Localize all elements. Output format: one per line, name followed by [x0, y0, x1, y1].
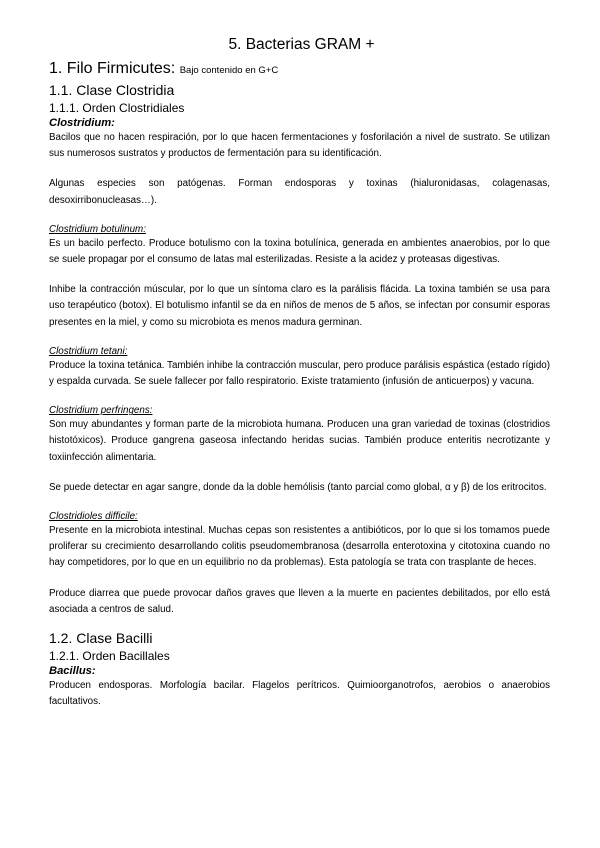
document-page [49, 36, 550, 710]
filo-note: Bajo contenido en G+C [179, 65, 279, 76]
paragraph: Produce la toxina tetánica. También inhibe la contracción muscular, pero produce parálisis espástica (estado rígido) y espalda curvada. Se suele fallecer por fallo respiratorio. Existe tratamiento (infusión de anticuerpos) y vacuna. [49, 359, 550, 388]
species-heading-botulinum: Clostridium botulinum: [49, 223, 146, 235]
paragraph: Bacilos que no hacen respiración, por lo que hacen fermentaciones y fosforilación a nivel de sustrato. Se utilizan sus numerosos sustratos y productos de fermentación para su identificación. [49, 132, 550, 160]
class-heading-bacilli: 1.2. Clase Bacilli [49, 630, 153, 647]
species-heading-difficile: Clostridioles difficile: [49, 511, 138, 523]
paragraph: Son muy abundantes y forman parte de la microbiota humana. Producen una gran variedad de toxinas (clostridios histotóxicos). Produce gangrena gaseosa infectando heridas sucias. También produce enteritis necrotizante y toxiinfección alimentaria. [49, 419, 550, 463]
species-heading-perfringens: Clostridium perfringens: [49, 405, 153, 417]
paragraph: Presente en la microbiota intestinal. Muchas cepas son resistentes a antibióticos, por lo que si los tomamos puede proliferar su crecimiento desarrollando colitis pseudomembranosa (desarrolla enterotoxina y citotoxina cuando no hay competidores, por lo que en un equilibrio no da problemas). Esta patología se trata con trasplante de heces. [49, 525, 550, 569]
paragraph: Se puede detectar en agar sangre, donde da la doble hemólisis (tanto parcial como global, α y β) de los eritrocitos. [49, 481, 547, 493]
paragraph: Algunas especies son patógenas. Forman endosporas y toxinas (hialuronidasas, colagenasas, desoxirribonucleasas…). [49, 178, 550, 206]
document-title: 5. Bacterias GRAM + [228, 36, 375, 53]
genus-heading-bacillus: Bacillus: [49, 665, 96, 678]
species-heading-tetani: Clostridium tetani: [49, 345, 128, 357]
paragraph: Inhibe la contracción múscular, por lo que un síntoma claro es la parálisis flácida. La toxina también se usa para uso terapéutico (botox). El botulismo infantil se da en niños de menos de 5 años, se infectan por consumir esporas presentes en la miel, y como su microbiota es menos madura germinan. [49, 284, 550, 328]
paragraph: Produce diarrea que puede provocar daños graves que lleven a la muerte en pacientes debilitados, por ello está asociada a centros de salud. [49, 587, 550, 615]
order-heading-bacillales: 1.2.1. Orden Bacillales [49, 649, 170, 664]
filo-title: 1. Filo Firmicutes: [49, 60, 176, 77]
class-heading-clostridia: 1.1. Clase Clostridia [49, 82, 175, 98]
paragraph: Producen endosporas. Morfología bacilar. Flagelos perítricos. Quimioorganotrofos, aerobios o anaerobios facultativos. [49, 680, 550, 708]
genus-heading-clostridium: Clostridium: [49, 117, 115, 129]
section-heading-filo [49, 59, 550, 81]
paragraph: Es un bacilo perfecto. Produce botulismo con la toxina botulínica, generada en ambientes anaerobios, por lo que se suele propagar por el consumo de latas mal esterilizadas. Resiste a la acidez y proteasas digestivas. [49, 237, 550, 266]
order-heading-clostridiales: 1.1.1. Orden Clostridiales [49, 101, 185, 115]
